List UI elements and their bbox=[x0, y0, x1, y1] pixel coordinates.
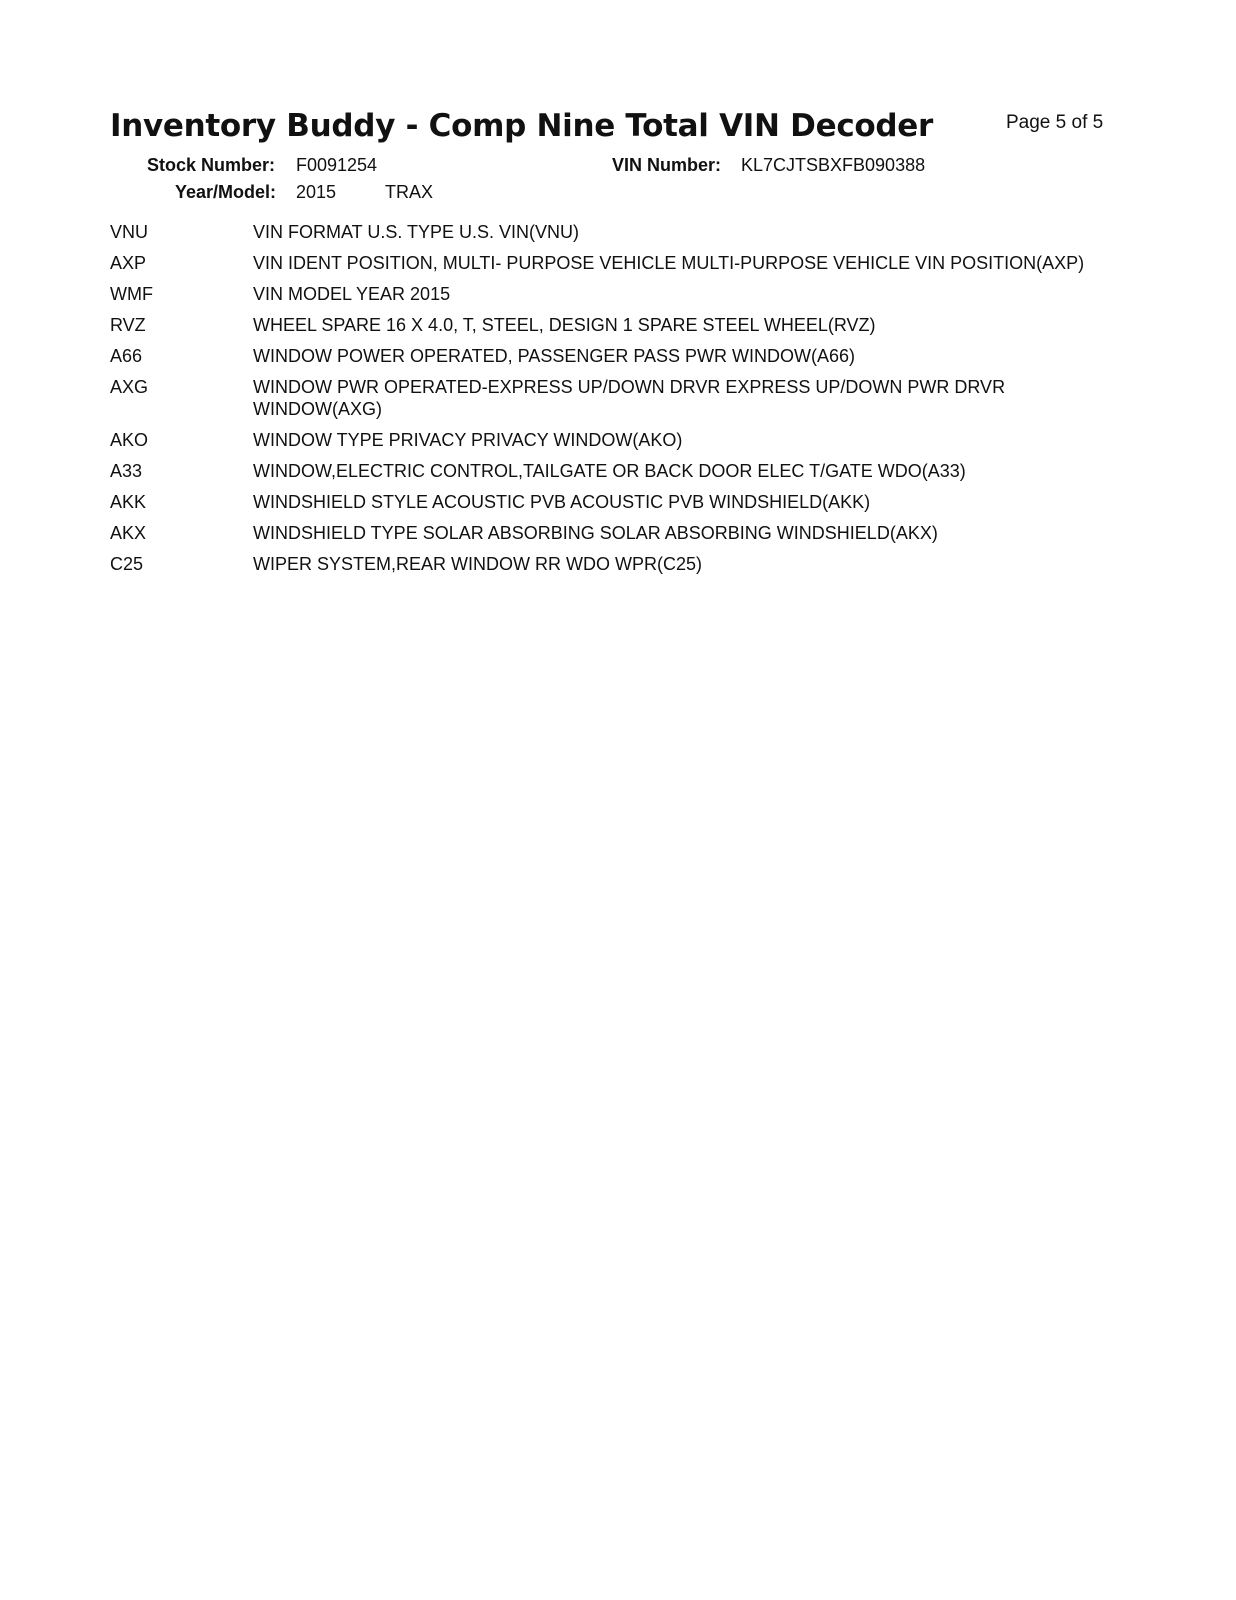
option-description: WINDOW POWER OPERATED, PASSENGER PASS PWR WINDOW(A66) bbox=[253, 346, 856, 366]
option-description: VIN IDENT POSITION, MULTI- PURPOSE VEHICLE MULTI-PURPOSE VEHICLE VIN POSITION(AXP) bbox=[253, 253, 1085, 273]
option-description: WINDOW,ELECTRIC CONTROL,TAILGATE OR BACK DOOR ELEC T/GATE WDO(A33) bbox=[253, 461, 966, 481]
code-row bbox=[110, 553, 1110, 575]
code-row bbox=[110, 314, 1110, 336]
code-row bbox=[110, 252, 1110, 274]
code-row bbox=[110, 345, 1110, 367]
stock-number-label: Stock Number: bbox=[147, 155, 276, 175]
option-description: WINDOW PWR OPERATED-EXPRESS UP/DOWN DRVR EXPRESS UP/DOWN PWR DRVR WINDOW(AXG) bbox=[253, 377, 1006, 419]
vin-number-label: VIN Number: bbox=[612, 155, 722, 175]
option-code: RVZ bbox=[110, 315, 146, 335]
option-code: C25 bbox=[110, 554, 144, 574]
code-row bbox=[110, 221, 1110, 243]
year-model-label: Year/Model: bbox=[175, 182, 277, 202]
option-description: WINDSHIELD TYPE SOLAR ABSORBING SOLAR ABSORBING WINDSHIELD(AKX) bbox=[253, 523, 938, 543]
code-row bbox=[110, 376, 1110, 420]
option-code: AKO bbox=[110, 430, 149, 450]
year-value: 2015 bbox=[296, 182, 337, 202]
code-row bbox=[110, 429, 1110, 451]
vin-number-value: KL7CJTSBXFB090388 bbox=[741, 155, 926, 175]
page-number: Page 5 of 5 bbox=[1006, 112, 1104, 133]
stock-number-value: F0091254 bbox=[296, 155, 378, 175]
code-row bbox=[110, 283, 1110, 305]
option-description: WIPER SYSTEM,REAR WINDOW RR WDO WPR(C25) bbox=[253, 554, 702, 574]
option-code-list bbox=[110, 221, 1110, 584]
page-title: Inventory Buddy - Comp Nine Total VIN Decoder bbox=[110, 108, 934, 144]
model-value: TRAX bbox=[385, 182, 434, 202]
code-row bbox=[110, 491, 1110, 513]
option-description: WINDOW TYPE PRIVACY PRIVACY WINDOW(AKO) bbox=[253, 430, 683, 450]
option-description: WHEEL SPARE 16 X 4.0, T, STEEL, DESIGN 1 SPARE STEEL WHEEL(RVZ) bbox=[253, 315, 876, 335]
option-description: VIN MODEL YEAR 2015 bbox=[253, 284, 451, 304]
option-code: WMF bbox=[110, 284, 153, 304]
option-code: A33 bbox=[110, 461, 143, 481]
option-code: AXP bbox=[110, 253, 147, 273]
option-code: AXG bbox=[110, 377, 149, 397]
option-code: AKX bbox=[110, 523, 147, 543]
option-description: VIN FORMAT U.S. TYPE U.S. VIN(VNU) bbox=[253, 222, 580, 242]
option-code: A66 bbox=[110, 346, 143, 366]
option-description: WINDSHIELD STYLE ACOUSTIC PVB ACOUSTIC PVB WINDSHIELD(AKK) bbox=[253, 492, 871, 512]
code-row bbox=[110, 460, 1110, 482]
option-code: AKK bbox=[110, 492, 147, 512]
option-code: VNU bbox=[110, 222, 149, 242]
code-row bbox=[110, 522, 1110, 544]
